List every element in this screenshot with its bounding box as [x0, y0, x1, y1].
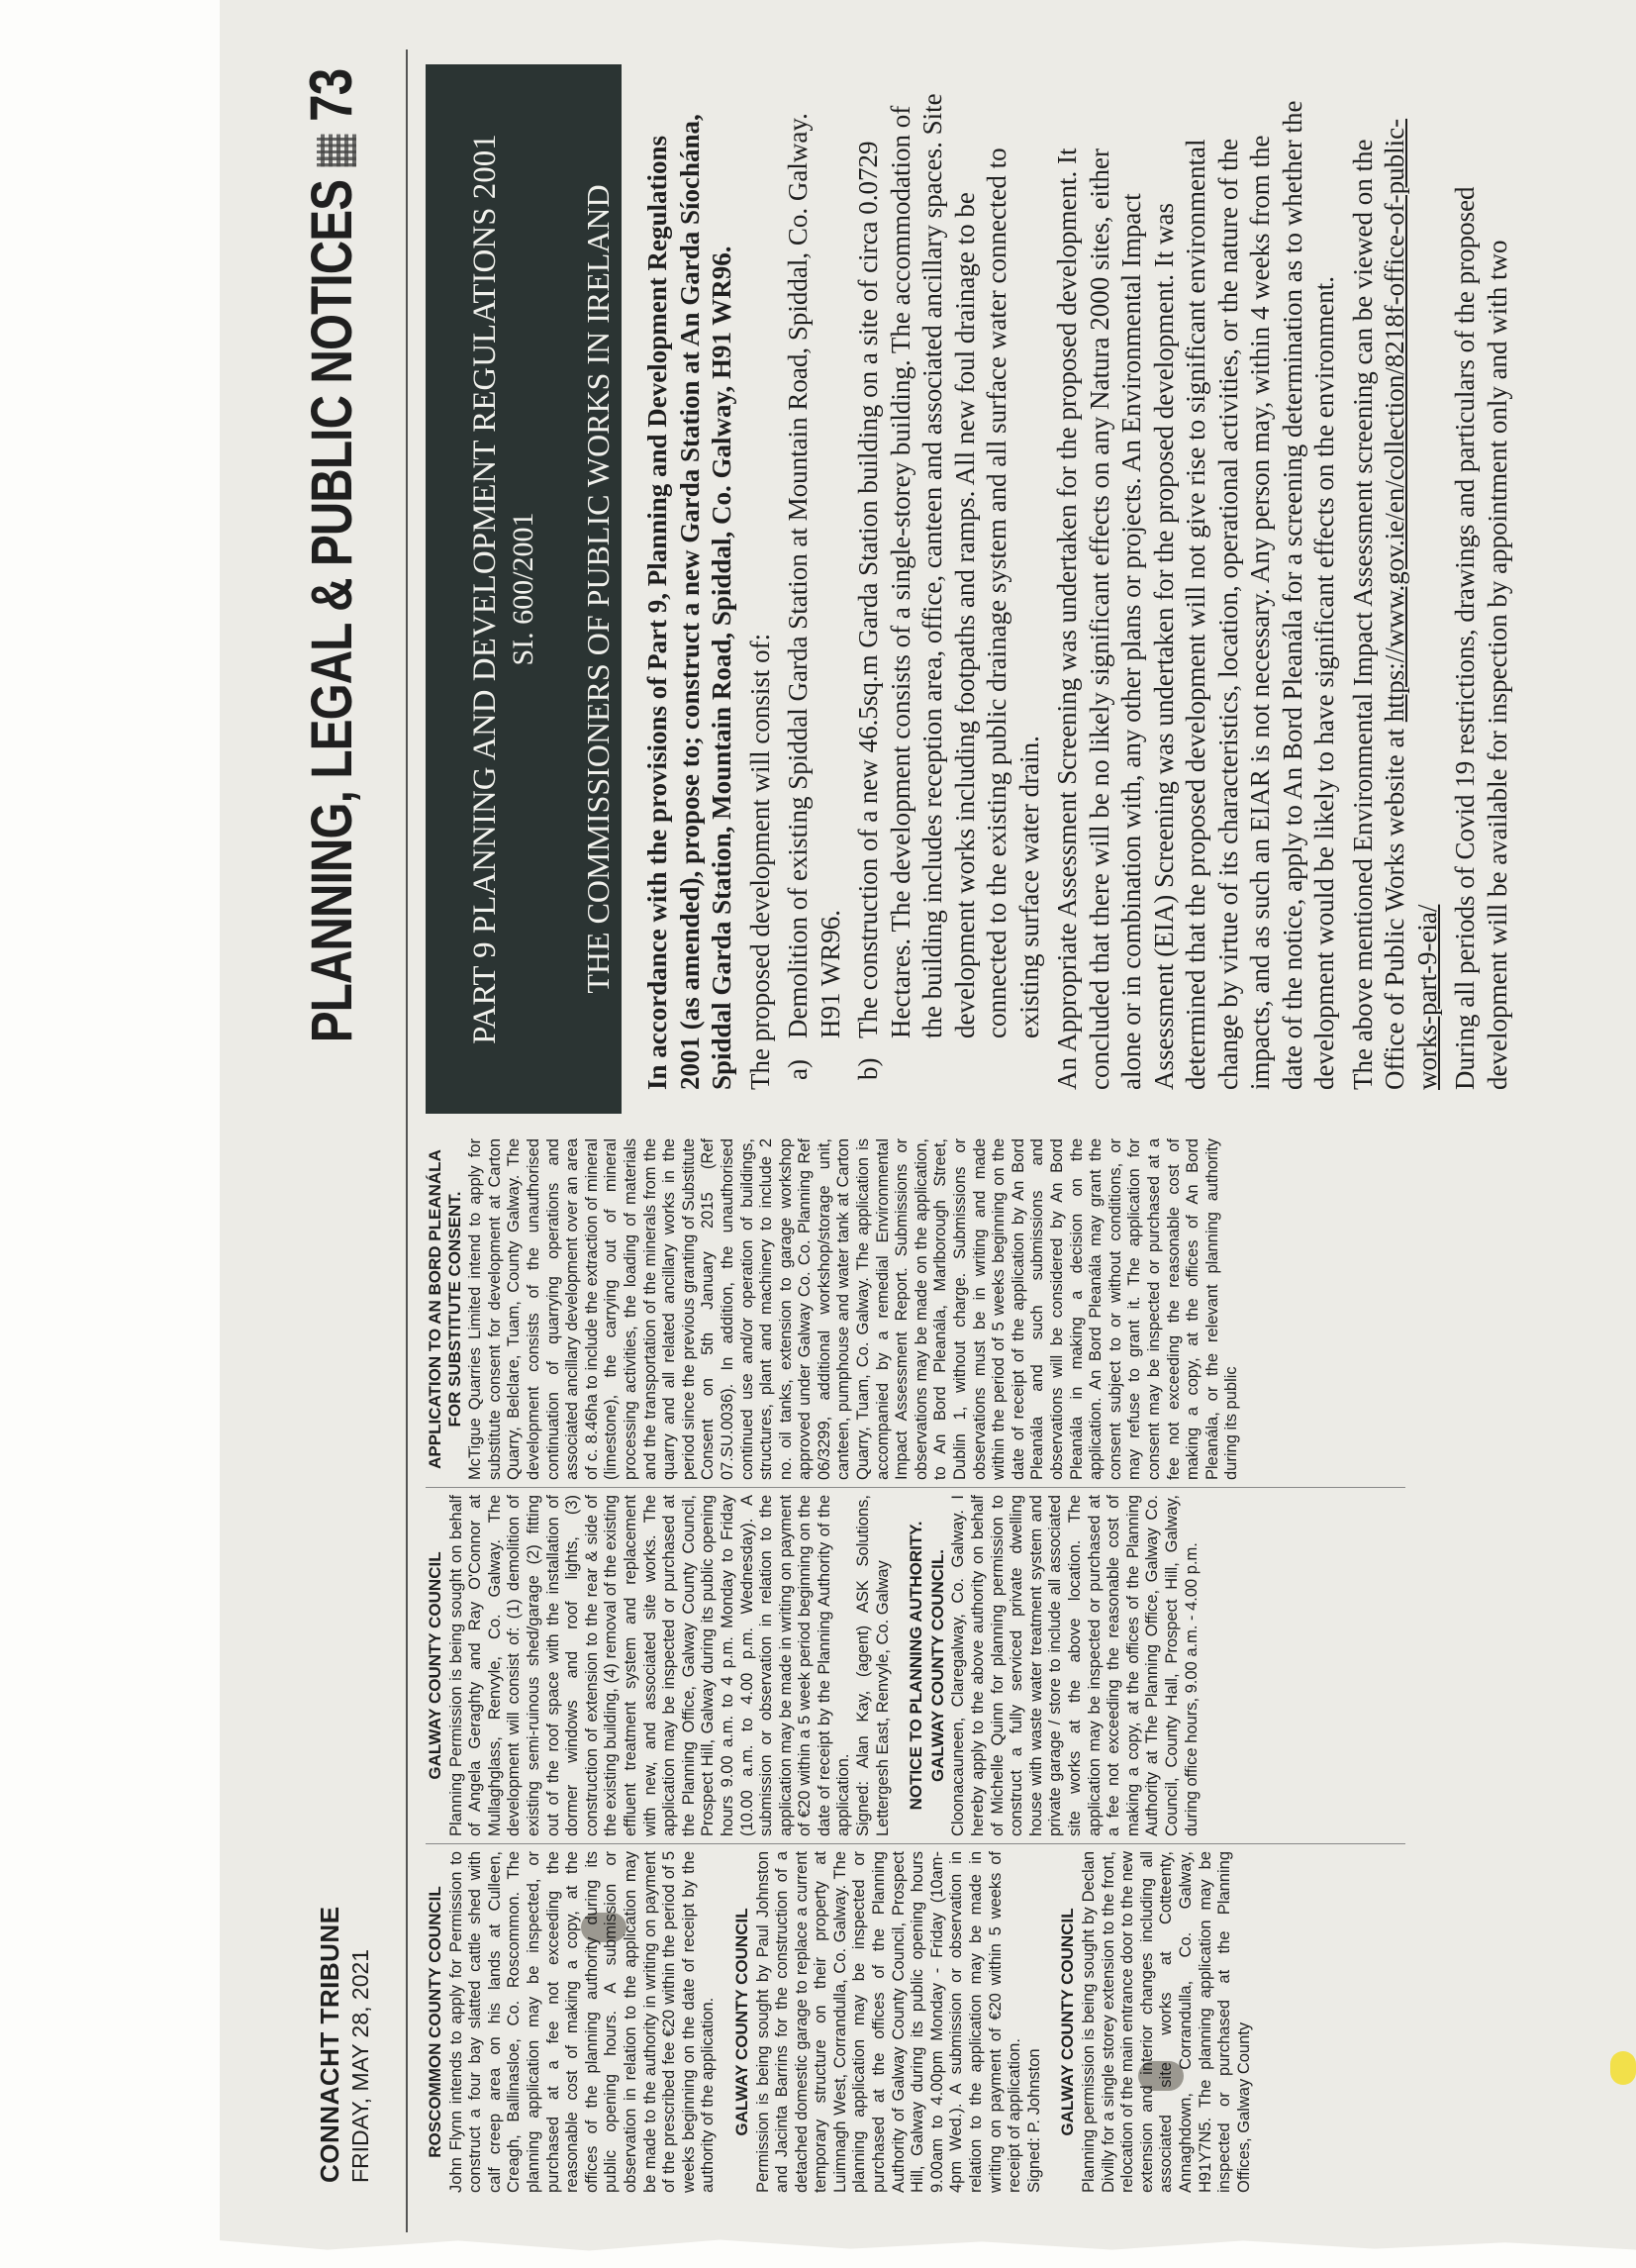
- notice-text: [622, 64, 1513, 1114]
- notice-heading: GALWAY COUNTY COUNCIL: [426, 1551, 444, 1780]
- notice-heading: NOTICE TO PLANNING AUTHORITY.: [907, 1521, 926, 1811]
- list-item-text: Demolition of existing Spiddal Garda Station at Mountain Road, Spiddal, Co. Galway. H91 WR96.: [783, 113, 845, 1038]
- notice-body: Planning permission is being sought by Declan Divilly for a single storey extension to the front, relocation of the main entrance door to the new extension and interior changes including all associated site works at Cotteenty, Annaghdown, Corrandulla, Co. Galway, H91Y7N5. The planning application may be inspected or purchased at the Planning Offices, Galway County: [1080, 1851, 1253, 2193]
- notice-paragraph: [1347, 88, 1444, 1090]
- notice-banner: [426, 64, 622, 1114]
- notice-body: Permission is being sought by Paul Johnston and Jacinta Barrins for the construction of a detached domestic garage to replace a current temporary structure on their property at Luimnagh West, Corrandulla, Co. Galway. The planning application may be inspected or purchased at the offices of the Planning Authority of Galway County Council, Prospect Hill, Galway during its public opening hours 9.00am to 4.00pm Monday - Friday (10am-4pm Wed.). A submission or observation in relation to the application may be made in writing on payment of €20 within 5 weeks of receipt of application.: [753, 1851, 1024, 2193]
- notice-paragraph-text: The above mentioned Environmental Impact Assessment screening can be viewed on the Office of Public Works website at: [1347, 139, 1409, 1090]
- notice-body: Planning Permission is being sought on behalf of Angela Geraghty and Ray O'Connor at Mullaghglass, Renvyle, Co. Galway. The development will consist of: (1) demolition of existing semi-ruinous shed/garage (2) fitting out of the roof space with the installation of dormer windows and roof lights, (3) construction of extension to the rear & side of the existing building, (4) removal of the existing effluent treatment system and replacement with new, and associated site works. The application may be inspected or purchased at the Planning Office, Galway County Council, Prospect Hill, Galway during its public opening hours 9.00 a.m. to 4 p.m. Monday to Friday (10.00 a.m. to 4.00 p.m. Wednesday). A submission or observation in relation to the application may be made in writing on payment of €20 within a 5 week period beginning on the date of receipt by the Planning Authority of the application.: [446, 1495, 853, 1836]
- masthead: [287, 49, 408, 2232]
- column-divider: [426, 1487, 1405, 1488]
- list-item: [852, 88, 1045, 1080]
- notice-heading: APPLICATION TO AN BORD PLEANÁLA FOR SUBSTITUTE CONSENT.: [426, 1149, 464, 1469]
- banner-line-2: SI. 600/2001: [507, 512, 539, 666]
- list-item-text: The construction of a new 46.5sq.m Garda Station building on a site of circa 0.0729 Hectares. The development consists of a single-storey building. The accommodation of the building includes reception area, office, canteen and associated ancillary spaces. Site development works including footpaths and ramps. All new foul drainage to be connected to the existing public drainage system and all surface water connected to existing surface water drain.: [853, 93, 1044, 1038]
- notice-heading: GALWAY COUNTY COUNCIL: [1058, 1908, 1078, 2136]
- notice-signature: Signed: Alan Kay, (agent) ASK Solutions, Lettergesh East, Renvyle, Co. Galway: [854, 1495, 892, 1836]
- publication-block: [315, 1906, 374, 2183]
- section-title: [297, 69, 365, 1042]
- notice-body: John Flynn intends to apply for Permission to construct a four bay slatted cattle shed with calf creep area on his lands at Culleen, Creagh, Ballinasloe, Co. Roscommon. The planning application may be inspected, or purchased at a fee not exceeding the reasonable cost of making a copy, at the offices of the planning authority during its public opening hours. A submission or observation in relation to the application may be made to the authority in writing on payment of the prescribed fee €20 within the period of 5 weeks beginning on the date of receipt by the authority of the application.: [446, 1851, 718, 2193]
- column-divider: [426, 1843, 1405, 1844]
- opw-notice: [426, 64, 1512, 1114]
- notice-intro: The proposed development will consist of:: [744, 633, 775, 1090]
- list-item-marker: b): [853, 1057, 883, 1080]
- publication-name: CONNACHT TRIBUNE: [315, 1906, 344, 2183]
- page-number: 73: [298, 69, 364, 123]
- publication-date: FRIDAY, MAY 28, 2021: [347, 1948, 373, 2183]
- notice-heading: GALWAY COUNTY COUNCIL: [731, 1908, 751, 2136]
- notice-body: McTigue Quarries Limited intend to apply for substitute consent for development at Carton Quarry, Belclare, Tuam, County Galway. The development consists of the unauthorised continuation of quarrying operations and associated ancillary development over an area of c. 8.46ha to include the extraction of mineral (limestone), the carrying out of mineral processing activities, the loading of materials and the transportation of the minerals from the quarry and all related ancillary works in the period since the previous granting of Substitute Consent on 5th January 2015 (Ref 07.SU.0036). In addition, the unauthorised continued use and/or operation of buildings, structures, plant and machinery to include 2 no. oil tanks, extension to garage workshop approved under Galway Co. Co. Planning Ref 06/3299, additional workshop/storage unit, canteen, pumphouse and water tank at Carton Quarry, Tuam, Co. Galway. The application is accompanied by a remedial Environmental Impact Assessment Report. Submissions or observations may be made on the application, to An Bord Pleanála, Marlborough Street, Dublin 1, without charge. Submissions or observations must be in writing and made within the period of 5 weeks beginning on the date of receipt of the application by An Bord Pleanála and such submissions and observations will be considered by An Bord Pleanála in making a decision on the application. An Bord Pleanála may grant the consent subject to or without conditions, or may refuse to grant it. The application for consent may be inspected or purchased at a fee not exceeding the reasonable cost of making a copy, at the offices of An Bord Pleanála, or the relevant planning authority during its public: [466, 1138, 1241, 1480]
- notice-column-1: [426, 1851, 1268, 2193]
- opw-website-link[interactable]: https://www.gov.ie/en/collection/8218f-office-of-public-works-part-9-eia/: [1380, 118, 1442, 1090]
- notice-signature: Signed: P. Johnston: [1024, 2048, 1043, 2193]
- list-item-marker: a): [783, 1059, 813, 1080]
- grid-ornament-icon: [317, 135, 356, 167]
- notice-heading: ROSCOMMON COUNTY COUNCIL: [426, 1886, 444, 2158]
- banner-line-1: PART 9 PLANNING AND DEVELOPMENT REGULATIONS 2001: [467, 134, 503, 1044]
- notice-column-3: [426, 1138, 1256, 1480]
- banner-line-3: THE COMMISSIONERS OF PUBLIC WORKS IN IRELAND: [580, 184, 616, 994]
- highlight-mark: [1610, 2051, 1636, 2085]
- notice-column-2: [426, 1495, 1215, 1836]
- notice-paragraph: During all periods of Covid 19 restrictions, drawings and particulars of the proposed development will be available for inspection by appointment only and with two: [1450, 186, 1512, 1090]
- notice-lead: In accordance with the provisions of Part 9, Planning and Development Regulations 2001 (as amended), propose to; construct a new Garda Station at An Garda Síochána, Spiddal Garda Station, Mountain Road, Spiddal, Co. Galway, H91 WR96.: [642, 114, 736, 1090]
- section-title-text: PLANNING, LEGAL & PUBLIC NOTICES: [300, 180, 364, 1043]
- notice-paragraph: An Appropriate Assessment Screening was undertaken for the proposed development. It concluded that there will be no likely significant effects on any Natura 2000 sites, either alone or in combination with, any other plans or projects. An Environmental Impact Assessment (EIA) Screening was undertaken for the proposed development. It was determined that the proposed development will not give rise to significant environmental change by virtue of its characteristics, location, operational activities, or the nature of the impacts, and as such an EIAR is not necessary. Any person may, within 4 weeks from the date of the notice, apply to An Bord Pleanála for a screening determination as to whether the development would be likely to have significant effects on the environment.: [1052, 100, 1339, 1090]
- notice-subheading: GALWAY COUNTY COUNCIL.: [927, 1549, 947, 1782]
- list-item: [782, 88, 846, 1080]
- newspaper-page: [287, 49, 1512, 2232]
- notice-body: Cloonacauneen, Claregalway, Co. Galway. I hereby apply to the above authority on behalf of Michelle Quinn for planning permission to construct a fully serviced private dwelling house with waste water treatment system and private garage / store to include all associated site works at the above location. The application may be inspected or purchased at a fee not exceeding the reasonable cost of making a copy, at the offices of the Planning Authority at The Planning Office, Galway Co. Council, County Hall, Prospect Hill, Galway, during office hours, 9.00 a.m. - 4.00 p.m.: [949, 1495, 1201, 1836]
